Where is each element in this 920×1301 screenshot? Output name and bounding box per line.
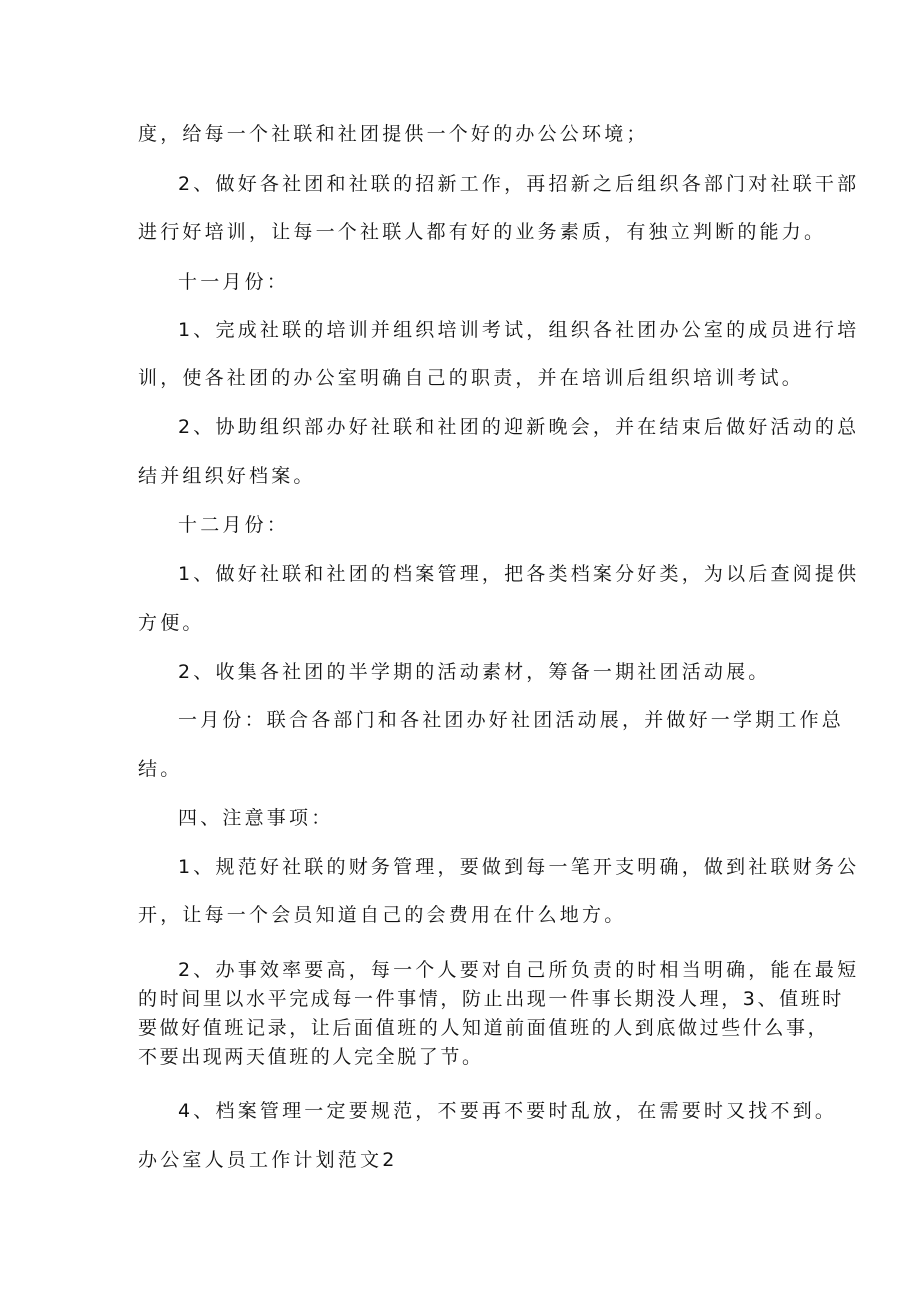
section-heading: 四、注意事项： [178,807,334,829]
paragraph-line: 结并组织好档案。 [138,465,316,487]
paragraph-line: 要做好值班记录，让后面值班的人知道前面值班的人到底做过些什么事， [138,1017,830,1039]
paragraph-line: 一月份：联合各部门和各社团办好社团活动展，并做好一学期工作总 [178,709,845,731]
paragraph-line: 1、做好社联和社团的档案管理，把各类档案分好类，为以后查阅提供 [178,563,860,585]
paragraph-line: 2、办事效率要高，每一个人要对自己所负责的时相当明确，能在最短 [178,959,860,981]
paragraph-line: 进行好培训，让每一个社联人都有好的业务素质，有独立判断的能力。 [138,221,827,243]
paragraph-line: 1、规范好社联的财务管理，要做到每一笔开支明确，做到社联财务公 [178,856,860,878]
paragraph-line: 开，让每一个会员知道自己的会费用在什么地方。 [138,904,627,926]
paragraph-line: 1、完成社联的培训并组织培训考试，组织各社团办公室的成员进行培 [178,319,860,341]
paragraph-line: 不要出现两天值班的人完全脱了节。 [138,1046,484,1068]
paragraph-line: 2、收集各社团的半学期的活动素材，筹备一期社团活动展。 [178,661,771,683]
paragraph-line: 2、做好各社团和社联的招新工作，再招新之后组织各部门对社联干部 [178,173,860,195]
paragraph-line: 4、档案管理一定要规范，不要再不要时乱放，在需要时又找不到。 [178,1100,838,1122]
paragraph-line: 方便。 [138,612,205,634]
paragraph-line: 结。 [138,758,183,780]
section-heading: 十一月份： [178,271,290,293]
paragraph-line: 度，给每一个社联和社团提供一个好的办公公环境； [138,123,649,145]
section-title: 办公室人员工作计划范文2 [138,1149,398,1171]
paragraph-line: 训，使各社团的办公室明确自己的职责，并在培训后组织培训考试。 [138,367,805,389]
paragraph-line: 的时间里以水平完成每一件事情，防止出现一件事长期没人理，3、值班时 [138,988,844,1010]
paragraph-line: 2、协助组织部办好社联和社团的迎新晚会，并在结束后做好活动的总 [178,416,860,438]
section-heading: 十二月份： [178,514,290,536]
